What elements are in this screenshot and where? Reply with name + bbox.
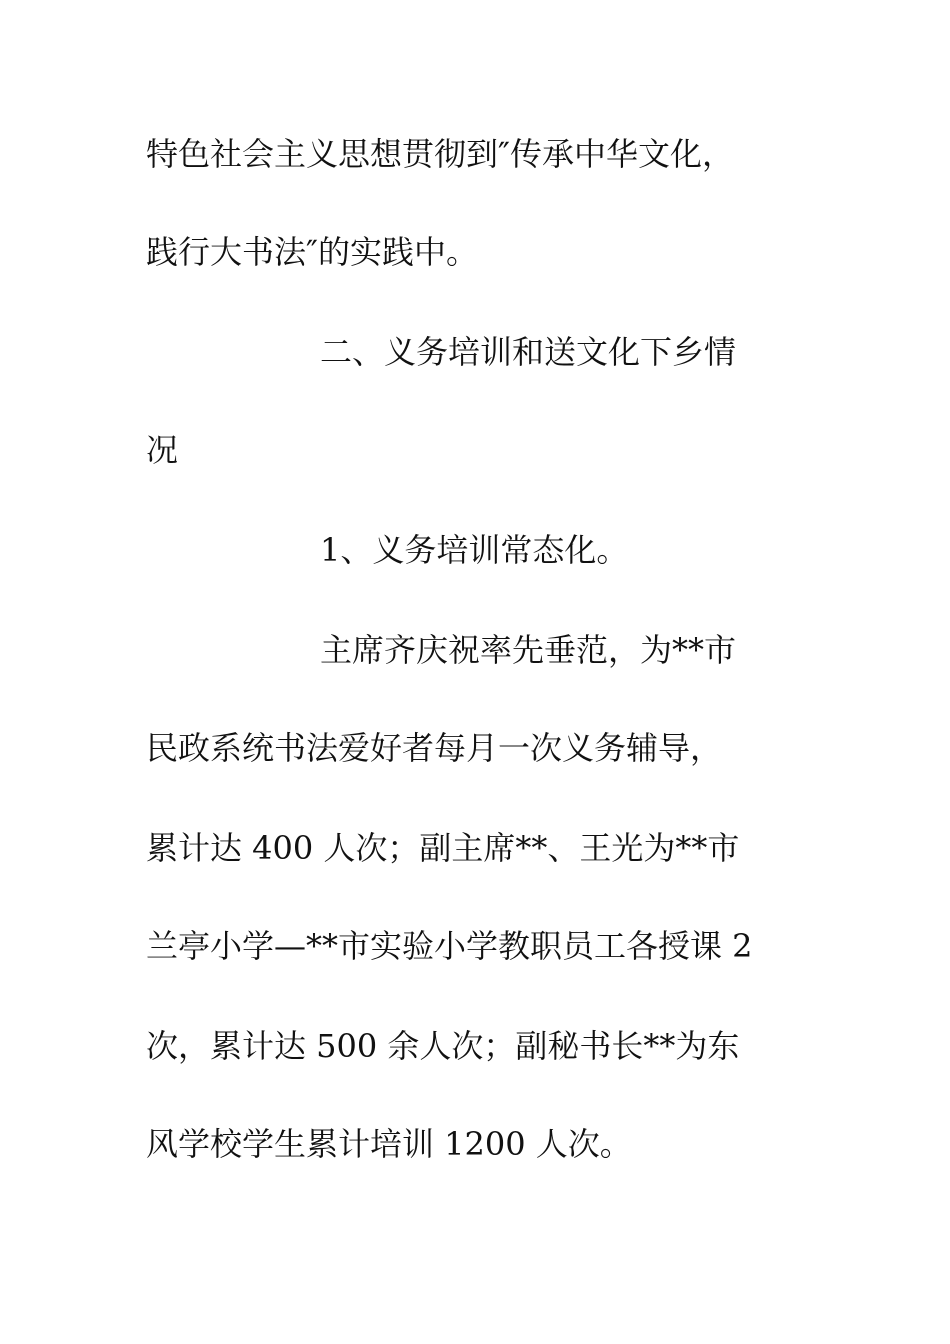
text-line: 民政系统书法爱好者每月一次义务辅导， <box>146 729 723 767</box>
text-line: 累计达 400 人次；副主席**、王光为**市 <box>146 829 740 867</box>
section-heading: 二、义务培训和送文化下乡情 <box>320 333 737 371</box>
text-line: 次，累计达 500 余人次；副秘书长**为东 <box>146 1027 740 1065</box>
section-heading-continuation: 况 <box>146 431 179 469</box>
subsection-heading: 1、义务培训常态化。 <box>320 531 629 569</box>
text-line: 兰亭小学—**市实验小学教职员工各授课 2 <box>146 927 753 965</box>
text-line: 践行大书法″的实践中。 <box>146 233 478 271</box>
paragraph-start: 主席齐庆祝率先垂范，为**市 <box>320 631 737 669</box>
text-line: 特色社会主义思想贯彻到″传承中华文化， <box>146 135 734 173</box>
text-line: 风学校学生累计培训 1200 人次。 <box>146 1125 632 1163</box>
